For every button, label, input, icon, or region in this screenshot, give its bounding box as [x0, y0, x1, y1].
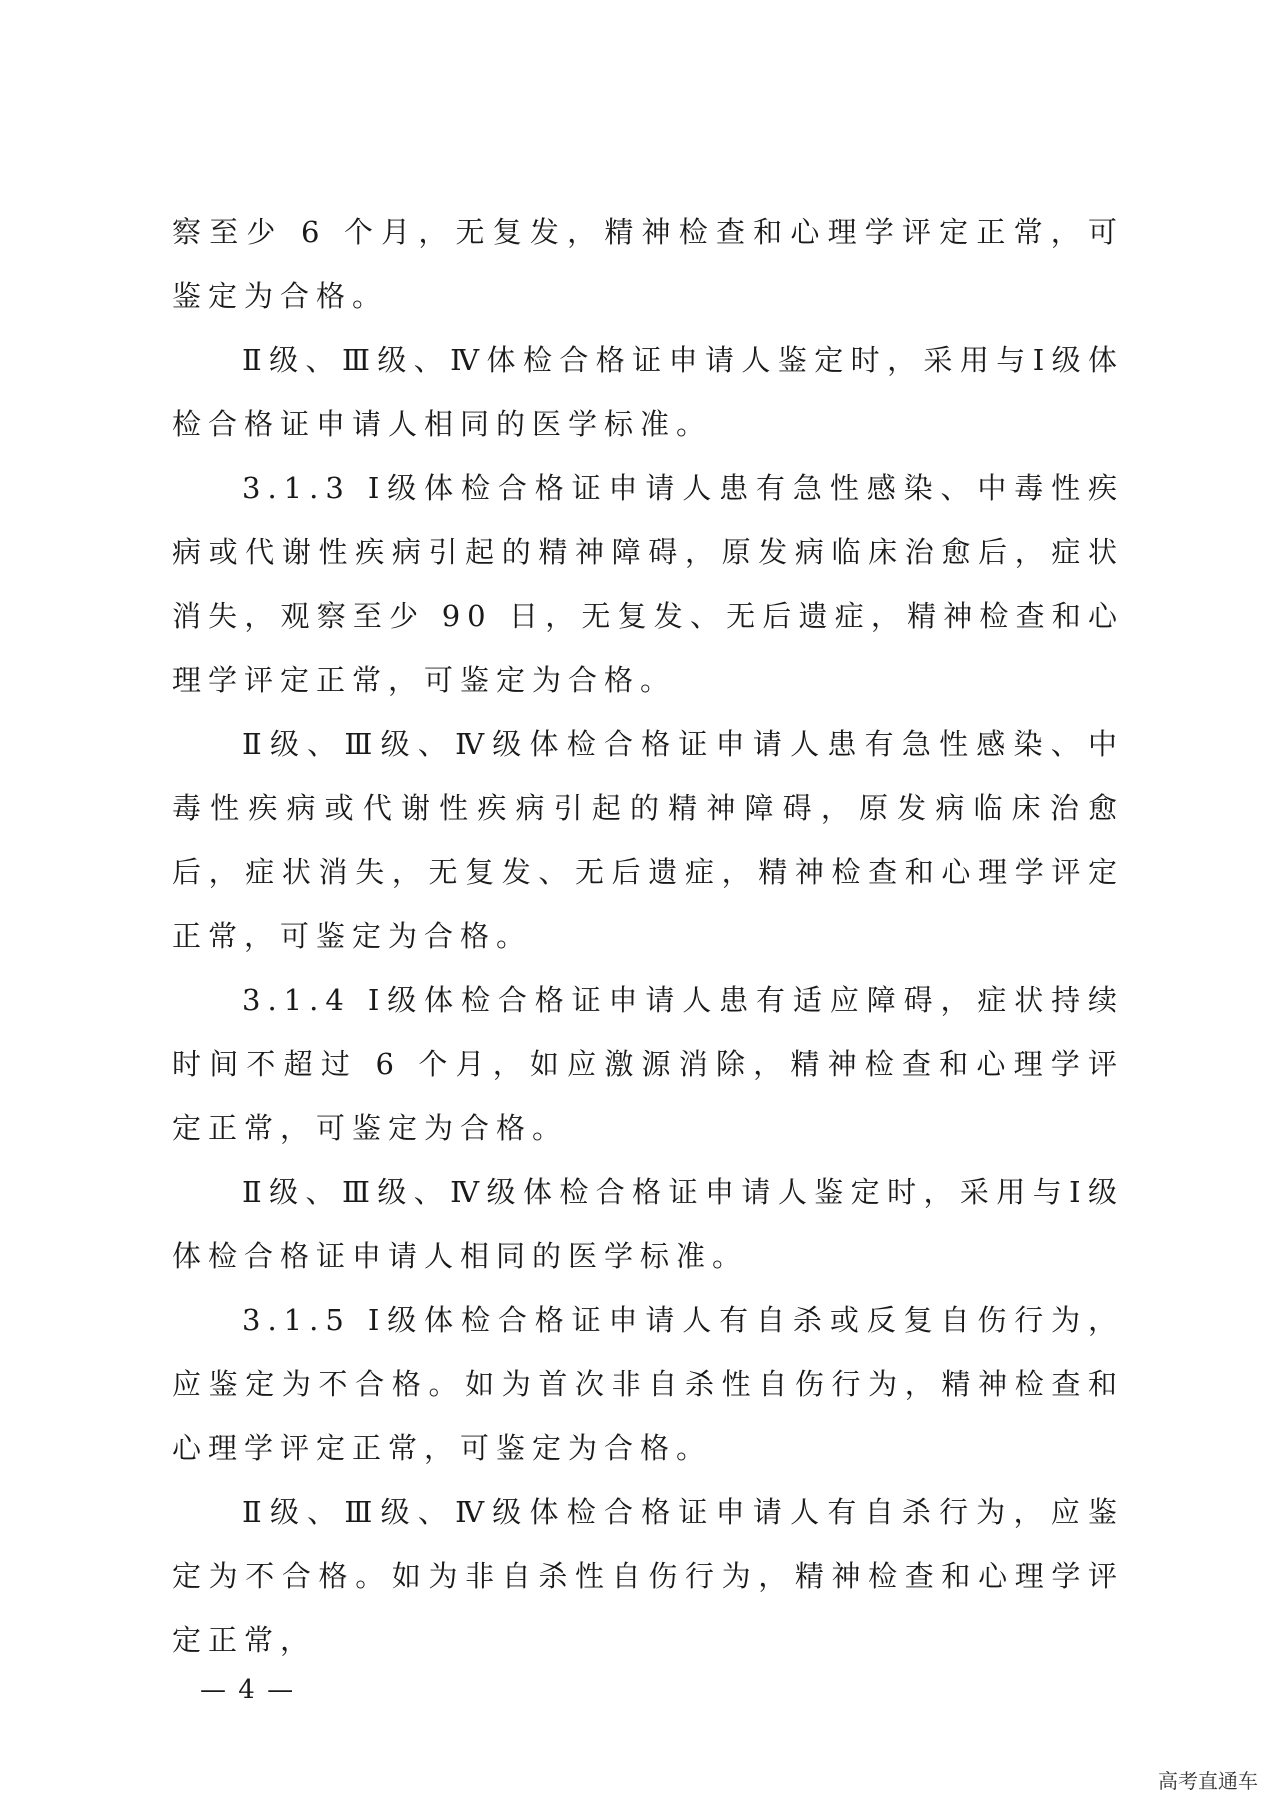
page-number: — 4 —: [200, 1675, 296, 1705]
paragraph: Ⅱ级、Ⅲ级、Ⅳ级体检合格证申请人鉴定时，采用与Ⅰ级体检合格证申请人相同的医学标准。: [172, 1175, 1124, 1273]
paragraph: 察至少 6 个月，无复发，精神检查和心理学评定正常，可鉴定为合格。: [172, 215, 1124, 313]
document-body: [172, 200, 1124, 1672]
paragraph: Ⅱ级、Ⅲ级、Ⅳ体检合格证申请人鉴定时，采用与Ⅰ级体检合格证申请人相同的医学标准。: [172, 343, 1124, 441]
paragraph: 3.1.4 Ⅰ级体检合格证申请人患有适应障碍，症状持续时间不超过 6 个月，如应激源消除，精神检查和心理学评定正常，可鉴定为合格。: [172, 983, 1124, 1145]
paragraph: Ⅱ级、Ⅲ级、Ⅳ级体检合格证申请人患有急性感染、中毒性疾病或代谢性疾病引起的精神障碍，原发病临床治愈后，症状消失，无复发、无后遗症，精神检查和心理学评定正常，可鉴定为合格。: [172, 727, 1124, 953]
paragraph: 3.1.5 Ⅰ级体检合格证申请人有自杀或反复自伤行为，应鉴定为不合格。如为首次非自杀性自伤行为，精神检查和心理学评定正常，可鉴定为合格。: [172, 1303, 1124, 1465]
paragraph: Ⅱ级、Ⅲ级、Ⅳ级体检合格证申请人有自杀行为，应鉴定为不合格。如为非自杀性自伤行为，精神检查和心理学评定正常，: [172, 1495, 1124, 1657]
paragraph: 3.1.3 Ⅰ级体检合格证申请人患有急性感染、中毒性疾病或代谢性疾病引起的精神障碍，原发病临床治愈后，症状消失，观察至少 90 日，无复发、无后遗症，精神检查和心理学评定正常，可鉴定为合格。: [172, 471, 1124, 697]
watermark: 高考直通车: [1158, 1769, 1258, 1793]
